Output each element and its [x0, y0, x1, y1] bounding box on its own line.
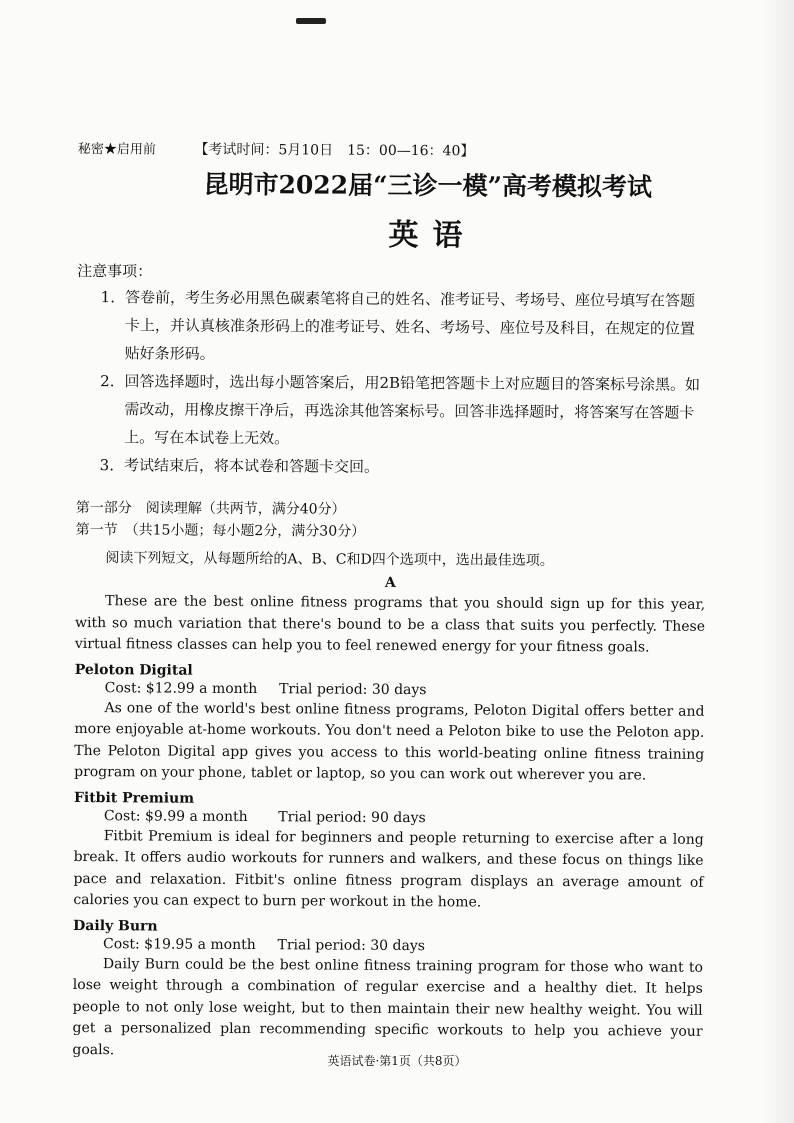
note-text: 回答选择题时，选出每小题答案后，用2B铅笔把答题卡上对应题目的答案标号涂黑。如需改动，用橡皮擦干净后，再选涂其他答案标号。回答非选择题时，将答案写在答题卡上。写在本试卷上无效。: [124, 372, 701, 448]
program-cost-line: [75, 679, 705, 699]
program-description: Fitbit Premium is ideal for beginners and people returning to exercise after a long break. It offers audio workouts for runners and walkers, and these focus on things like pace and relaxation. Fitbit's online fitness program displays an average amount of calories you can expect to burn per workout in the home.: [73, 827, 704, 911]
secret-mark: 秘密★启用前: [77, 141, 156, 158]
exam-time: 【考试时间：5月10日 15：00—16：40】: [194, 141, 475, 160]
exam-title: 昆明市2022届“三诊一模”高考模拟考试: [203, 169, 652, 202]
program-description: As one of the world's best online fitness programs, Peloton Digital offers better and more enjoyable at-home workouts. You don't need a Peloton bike to use the Peloton app. The Peloton Digital app gives you access to this world-beating online fitness training program on your phone, tablet or laptop, so you can work out wherever you are.: [74, 699, 705, 784]
program-name: Fitbit Premium: [73, 789, 195, 807]
note-text: 答卷前，考生务必用黑色碳素笔将自己的姓名、准考证号、考场号、座位号填写在答题卡上，并认真核准条形码上的准考证号、姓名、考场号、座位号及科目，在规定的位置贴好条形码。: [124, 288, 696, 363]
program-trial: Trial period: 30 days: [279, 680, 427, 698]
program-name: Daily Burn: [73, 917, 158, 935]
program-description: Daily Burn could be the best online fitness training program for those who want to lose weight through a combination of regular exercise and a healthy diet. It helps people to not only lose weight, but to then maintain their new healthy weight. You will get a personalized plan recommending specific workouts to help you achieve your goals.: [72, 955, 703, 1058]
notes-list: [76, 283, 707, 483]
exam-header-line: [78, 138, 708, 162]
note-number: 2.: [100, 372, 115, 391]
program-cost-line: [74, 807, 704, 827]
note-item: [76, 451, 706, 483]
program-name: Peloton Digital: [74, 661, 193, 679]
instruction-text: 阅读下列短文，从每题所给的A、B、C和D四个选项中，选出最佳选项。: [105, 550, 554, 569]
page-content: [72, 138, 708, 1065]
part-heading: 第一部分 阅读理解（共两节，满分40分）: [75, 499, 346, 518]
program-cost: Cost: $9.99 a month: [103, 807, 248, 825]
note-number: 3.: [99, 456, 115, 475]
scan-edge-shadow: [764, 0, 794, 1123]
program-cost: Cost: $12.99 a month: [104, 679, 258, 697]
program-trial: Trial period: 30 days: [277, 936, 426, 954]
note-item: [76, 367, 707, 455]
scan-mark: [296, 18, 326, 24]
passage-label: A: [384, 574, 396, 591]
notes-heading: 注意事项：: [77, 261, 153, 281]
note-number: 1.: [100, 288, 116, 307]
section-heading: 第一节 （共15小题；每小题2分，满分30分）: [75, 521, 366, 540]
program-trial: Trial period: 90 days: [278, 808, 426, 826]
passage-intro: These are the best online fitness programs that you should sign up for this year, with so much variation that there's bound to be a class that suits you perfectly. These virtual fitness classes can help you to feel renewed energy for your fitness goals.: [74, 593, 706, 656]
subject-title: 英语: [388, 217, 477, 254]
program-cost-line: [73, 935, 703, 955]
note-item: [77, 283, 708, 371]
program-cost: Cost: $19.95 a month: [103, 935, 256, 953]
note-text: 考试结束后，将本试卷和答题卡交回。: [123, 456, 380, 476]
page-footer: 英语试卷·第1页（共8页）: [327, 1054, 467, 1068]
